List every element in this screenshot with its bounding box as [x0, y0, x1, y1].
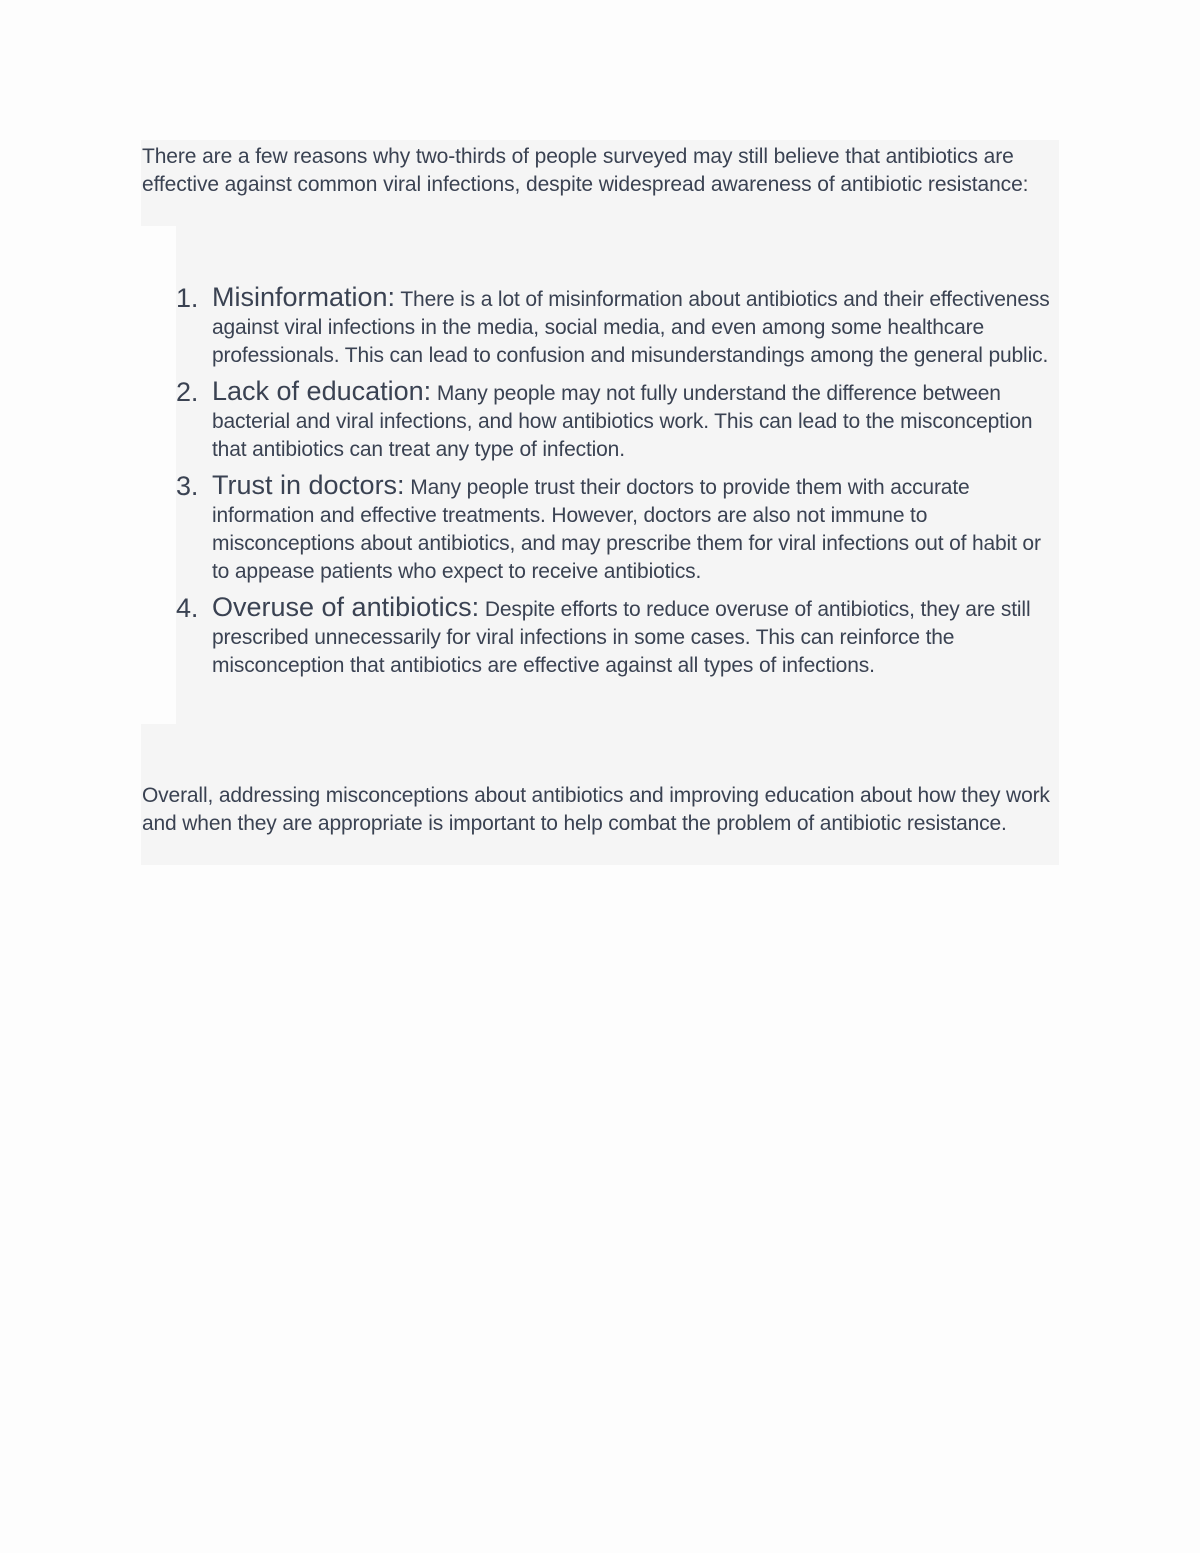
list-item-title: Trust in doctors:: [212, 470, 405, 500]
list-item-title: Lack of education:: [212, 376, 432, 406]
list-item: [176, 592, 1056, 680]
list-item-text: Many people may not fully understand the difference between bacterial and viral infections, and how antibiotics work. This can lead to the misconception that antibiotics can treat any type of infection.: [212, 382, 1033, 461]
list-item-title: Misinformation:: [212, 282, 396, 312]
list-item-text: Despite efforts to reduce overuse of antibiotics, they are still prescribed unnecessarily for viral infections in some cases. This can reinforce the misconception that antibiotics are effective against all types of infections.: [212, 598, 1031, 677]
list-item-number: 2.: [176, 377, 199, 407]
conclusion-paragraph: Overall, addressing misconceptions about antibiotics and improving education about how they work and when they are appropriate is important to help combat the problem of antibiotic resistance.: [142, 784, 1050, 835]
list-item: [176, 376, 1056, 464]
list-item-text: There is a lot of misinformation about antibiotics and their effectiveness against viral infections in the media, social media, and even among some healthcare professionals. This can lead to confusion and misunderstandings among the general public.: [212, 288, 1050, 367]
list-item: [176, 282, 1056, 370]
list-item-number: 3.: [176, 471, 199, 501]
list-item-title: Overuse of antibiotics:: [212, 592, 480, 622]
list-item-text: Many people trust their doctors to provide them with accurate information and effective treatments. However, doctors are also not immune to misconceptions about antibiotics, and may prescribe them for viral infections out of habit or to appease patients who expect to receive antibiotics.: [212, 476, 1041, 583]
list-item-number: 1.: [176, 283, 199, 313]
list-item: [176, 470, 1056, 586]
list-item-number: 4.: [176, 593, 199, 623]
reasons-list: [176, 282, 1056, 686]
intro-paragraph: There are a few reasons why two-thirds of people surveyed may still believe that antibiotics are effective against common viral infections, despite widespread awareness of antibiotic resistance:: [142, 145, 1029, 196]
